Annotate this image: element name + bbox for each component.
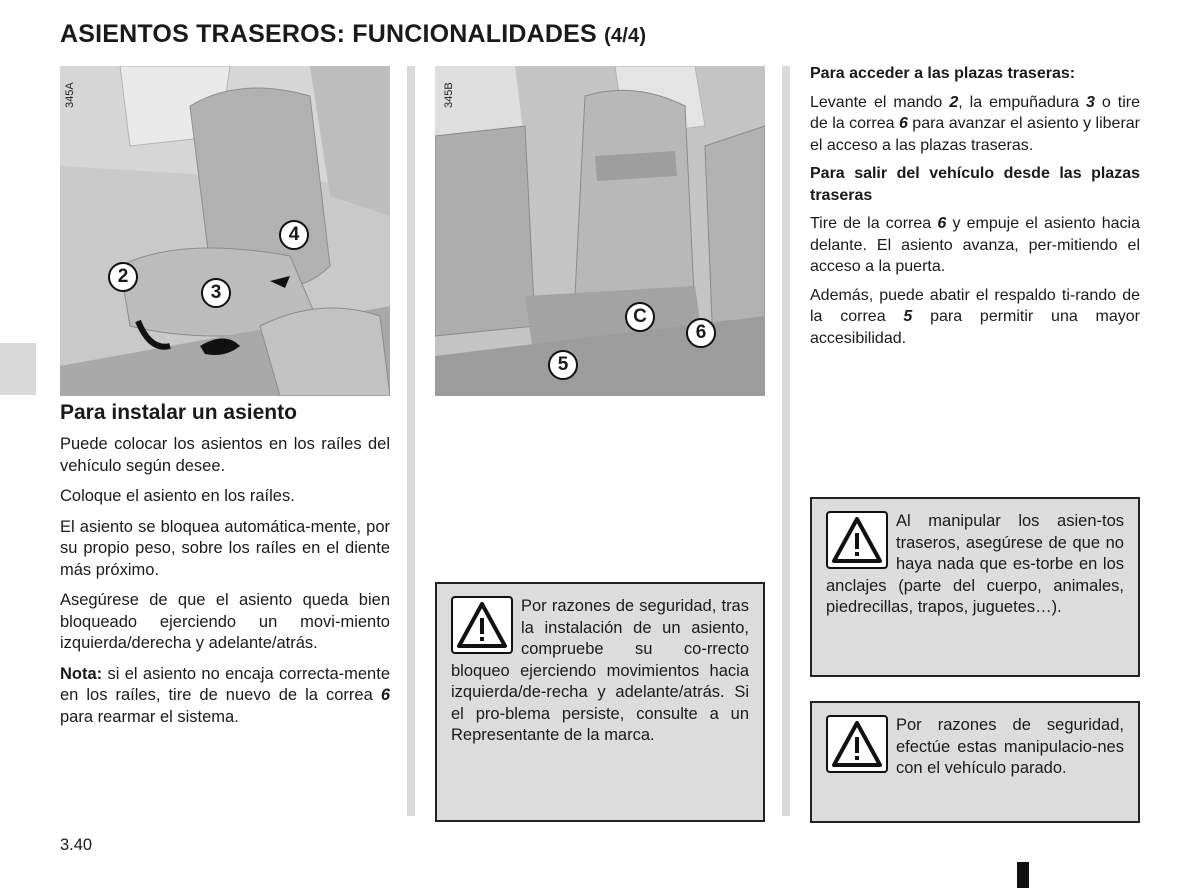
- section-heading: Para acceder a las plazas traseras:: [810, 65, 1076, 82]
- column-divider-right: [782, 66, 790, 816]
- warning-text: Por razones de seguridad, efectúe estas manipulacio-nes con el vehículo parado.: [896, 716, 1124, 777]
- column-divider-left: [407, 66, 415, 816]
- paragraph: Asegúrese de que el asiento queda bien bloqueado ejerciendo un movi-miento izquierda/derecha y adelante/atrás.: [60, 591, 390, 652]
- figure-code: 345A: [64, 82, 76, 108]
- warning-triangle-icon: [826, 511, 888, 569]
- warning-text: Por razones de seguridad, tras la instalación de un asiento, compruebe su co-rrecto bloqueo ejerciendo movimientos hacia izquierda/de-recha y adelante/atrás. Si el pro-blema persiste, consulte a un Representante de la marca.: [451, 597, 749, 744]
- warning-text: Al manipular los asien-tos traseros, asegúrese de que no haya nada que es-torbe en los anclajes (parte del cuerpo, animales, piedrecillas, trapos, juguetes…).: [826, 512, 1124, 616]
- access-section: [810, 63, 1140, 356]
- figure-seat-rails: [60, 66, 390, 396]
- paragraph: Coloque el asiento en los raíles.: [60, 487, 295, 505]
- warning-box-middle: [435, 582, 765, 822]
- note-paragraph: Nota: si el asiento no encaja correcta-mente en los raíles, tire de nuevo de la correa 6 para rearmar el sistema.: [60, 664, 390, 726]
- paragraph: Tire de la correa 6 y empuje el asiento hacia delante. El asiento avanza, per-mitiendo el acceso a la puerta.: [810, 215, 1140, 275]
- seat-illustration: [435, 66, 765, 396]
- callout-5: 5: [548, 350, 578, 380]
- section-heading: Para instalar un asiento: [60, 401, 297, 424]
- figure-code: 345B: [443, 82, 455, 108]
- warning-triangle-icon: [826, 715, 888, 773]
- callout-2: 2: [108, 262, 138, 292]
- warning-box-right-top: [810, 497, 1140, 677]
- corner-mark: [1017, 862, 1029, 888]
- callout-4: 4: [279, 220, 309, 250]
- seat-illustration: [60, 66, 390, 396]
- callout-c: C: [625, 302, 655, 332]
- section-tab-marker: [0, 343, 36, 395]
- paragraph: Puede colocar los asientos en los raíles del vehículo según desee.: [60, 435, 390, 475]
- section-heading: Para salir del vehículo desde las plazas traseras: [810, 165, 1140, 204]
- paragraph: Levante el mando 2, la empuñadura 3 o tire de la correa 6 para avanzar el asiento y liberar el acceso a las plazas traseras.: [810, 93, 1141, 154]
- paragraph: Además, puede abatir el respaldo ti-rando de la correa 5 para permitir una mayor accesibilidad.: [810, 286, 1140, 347]
- warning-triangle-icon: [451, 596, 513, 654]
- install-section: [60, 401, 390, 737]
- warning-box-right-bottom: [810, 701, 1140, 823]
- paragraph: El asiento se bloquea automática-mente, por su propio peso, sobre los raíles en el diente más próximo.: [60, 517, 390, 579]
- callout-6: 6: [686, 318, 716, 348]
- callout-3: 3: [201, 278, 231, 308]
- page-title: ASIENTOS TRASEROS: FUNCIONALIDADES (4/4): [60, 20, 647, 48]
- page-number: 3.40: [60, 836, 93, 854]
- figure-seat-access: [435, 66, 765, 396]
